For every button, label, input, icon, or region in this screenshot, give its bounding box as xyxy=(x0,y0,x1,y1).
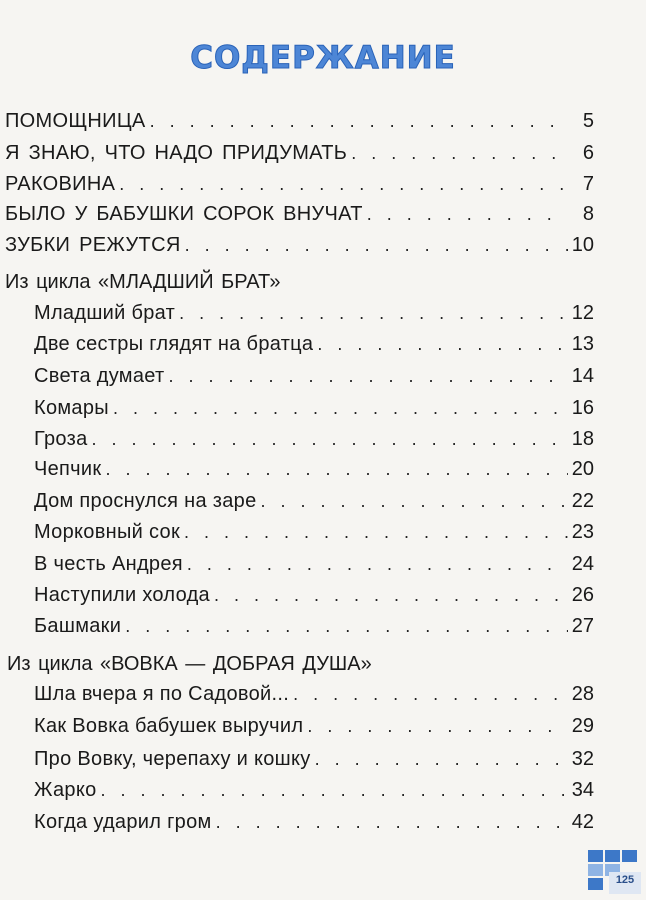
toc-entry xyxy=(34,519,594,545)
toc-entry-title: Про Вовку, черепаху и кошку xyxy=(34,748,311,770)
toc-leader-dots xyxy=(184,519,568,545)
section-heading: Из цикла «МЛАДШИЙ БРАТ» xyxy=(5,271,281,293)
toc-entry-title: ЗУБКИ РЕЖУТСЯ xyxy=(5,234,181,256)
toc-entry-page: 42 xyxy=(571,811,594,833)
toc-entry-page: 10 xyxy=(571,234,594,256)
toc-entry-page: 27 xyxy=(571,615,594,637)
toc-leader-dots xyxy=(185,232,568,258)
toc-entry-title: Как Вовка бабушек выручил xyxy=(34,715,304,737)
toc-entry-title: Две сестры глядят на братца xyxy=(34,333,314,355)
toc-leader-dots xyxy=(317,331,567,357)
toc-entry xyxy=(34,363,594,389)
toc-leader-dots xyxy=(261,488,568,514)
toc-entry xyxy=(34,426,594,452)
toc-leader-dots xyxy=(216,809,568,835)
toc-leader-dots xyxy=(179,300,568,326)
toc-entry xyxy=(34,456,594,482)
toc-leader-dots xyxy=(105,456,567,482)
decor-square-icon xyxy=(605,850,620,862)
toc-entry-title: Чепчик xyxy=(34,458,102,480)
page-number: 125 xyxy=(615,874,635,886)
toc-entry-title: РАКОВИНА xyxy=(5,173,116,195)
toc-entry-title: БЫЛО У БАБУШКИ СОРОК ВНУЧАТ xyxy=(5,203,363,225)
toc-leader-dots xyxy=(367,201,568,227)
toc-entry xyxy=(34,681,594,707)
toc-leader-dots xyxy=(293,681,568,707)
toc-entry xyxy=(34,613,594,639)
toc-entry-page: 26 xyxy=(571,584,594,606)
toc-entry-page: 12 xyxy=(571,302,594,324)
toc-entry xyxy=(5,108,594,134)
toc-entry-page: 8 xyxy=(582,203,594,225)
toc-entry-title: Света думает xyxy=(34,365,165,387)
toc-entry xyxy=(34,746,594,772)
toc-entry-page: 13 xyxy=(571,333,594,355)
toc-entry-page: 14 xyxy=(571,365,594,387)
toc-entry xyxy=(34,809,594,835)
toc-leader-dots xyxy=(214,582,568,608)
toc-entry xyxy=(34,331,594,357)
toc-entry-page: 24 xyxy=(571,553,594,575)
toc-leader-dots xyxy=(150,108,568,134)
toc-entry xyxy=(34,582,594,608)
toc-entry xyxy=(34,551,594,577)
toc-entry-page: 20 xyxy=(571,458,594,480)
toc-leader-dots xyxy=(351,140,568,166)
toc-entry xyxy=(5,232,594,258)
toc-entry xyxy=(5,171,594,197)
toc-entry-page: 5 xyxy=(582,110,594,132)
toc-entry-page: 29 xyxy=(571,715,594,737)
toc-entry-page: 22 xyxy=(571,490,594,512)
toc-entry-title: Комары xyxy=(34,397,109,419)
toc-leader-dots xyxy=(119,171,568,197)
toc-entry xyxy=(5,140,594,166)
toc-entry-page: 6 xyxy=(582,142,594,164)
toc-entry-title: Дом проснулся на заре xyxy=(34,490,257,512)
toc-entry-title: ПОМОЩНИЦА xyxy=(5,110,146,132)
toc-entry-page: 32 xyxy=(571,748,594,770)
toc-entry-page: 16 xyxy=(571,397,594,419)
toc-leader-dots xyxy=(168,363,567,389)
toc-leader-dots xyxy=(307,713,567,739)
toc-leader-dots xyxy=(187,551,568,577)
toc-entry-page: 7 xyxy=(582,173,594,195)
toc-entry xyxy=(5,201,594,227)
toc-entry-page: 18 xyxy=(571,428,594,450)
decor-square-icon xyxy=(588,878,603,890)
toc-leader-dots xyxy=(92,426,568,452)
toc-entry-title: Когда ударил гром xyxy=(34,811,212,833)
toc-entry-title: Жарко xyxy=(34,779,97,801)
toc-entry xyxy=(34,488,594,514)
toc-entry-title: Наступили холода xyxy=(34,584,210,606)
toc-entry-title: В честь Андрея xyxy=(34,553,183,575)
toc-entry-title: Башмаки xyxy=(34,615,122,637)
toc-entry-title: Шла вчера я по Садовой... xyxy=(34,683,290,705)
toc-entry-title: Я ЗНАЮ, ЧТО НАДО ПРИДУМАТЬ xyxy=(5,142,348,164)
toc-leader-dots xyxy=(125,613,568,639)
section-heading: Из цикла «ВОВКА — ДОБРАЯ ДУША» xyxy=(7,653,372,675)
toc-leader-dots xyxy=(113,395,568,421)
decor-square-icon xyxy=(588,864,603,876)
toc-leader-dots xyxy=(315,746,568,772)
toc-entry-title: Морковный сок xyxy=(34,521,180,543)
toc-entry-page: 23 xyxy=(571,521,594,543)
toc-entry-title: Гроза xyxy=(34,428,88,450)
toc-leader-dots xyxy=(101,777,568,803)
toc-entry xyxy=(34,300,594,326)
toc-entry-page: 28 xyxy=(571,683,594,705)
toc-entry xyxy=(34,713,594,739)
toc-entry xyxy=(34,777,594,803)
page-title: СОДЕРЖАНИЕ xyxy=(190,40,456,76)
toc-entry-title: Младший брат xyxy=(34,302,176,324)
toc-entry xyxy=(34,395,594,421)
decor-square-icon xyxy=(622,850,637,862)
decor-square-icon xyxy=(588,850,603,862)
toc-entry-page: 34 xyxy=(571,779,594,801)
